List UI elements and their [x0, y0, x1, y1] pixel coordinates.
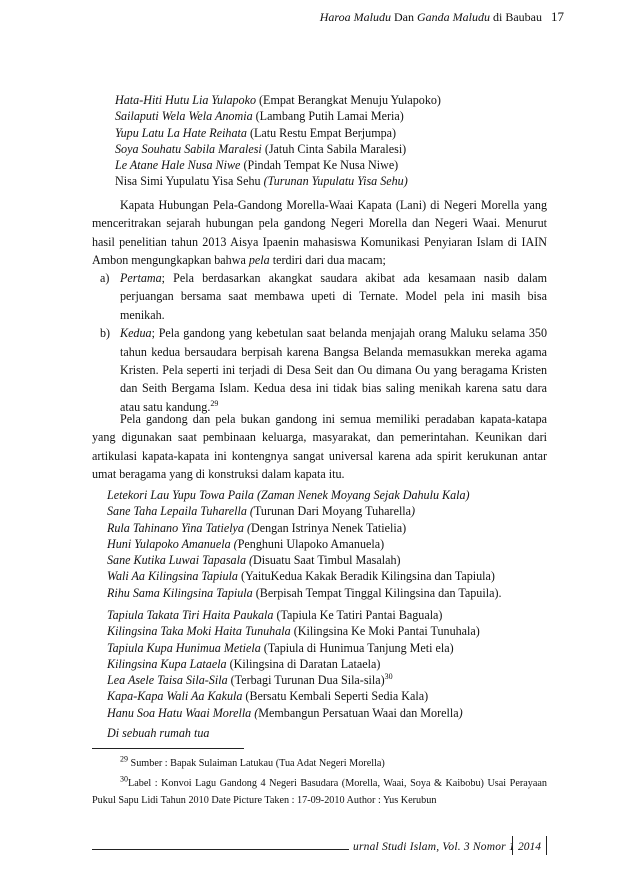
paragraph-kapata: Pela gandong dan pela bukan gandong ini semua memiliki peradaban kapata-katapa yang digunakan saat pembinaan keluarga, masyarakat, dan pemerintahan. Keunikan dari artikulasi kapata-kapata ini kontengnya sangat universal karena ada spirit kerukunan antar umat beragama yang di konstruksi dalam kapata itu. [92, 412, 547, 482]
verse-italic: Kilingsina Taka Moki Haita Tunuhala [107, 624, 291, 639]
verse-line [107, 536, 502, 552]
verse-line [107, 487, 502, 503]
footnote-divider [92, 748, 244, 749]
list-text: ; Pela berdasarkan akangkat saudara akibat ada kesamaan nasib dalam perjuangan bersama saat membawa upeti di Ternate. Model pela ini masih bisa menikah. [120, 271, 547, 322]
footnote-ref: 30 [384, 672, 393, 682]
verse-italic: Yupu Latu La Hate Reihata [115, 125, 247, 140]
list-italic-term: Kedua [120, 326, 152, 341]
verse-line [107, 607, 480, 623]
verse-italic: Le Atane Hale Nusa Niwe [115, 158, 241, 173]
verse-italic: ) [411, 504, 416, 519]
verse-line [107, 585, 502, 601]
running-header [320, 10, 542, 25]
footer-rule [92, 849, 349, 850]
list-item [92, 269, 547, 324]
verse-italic: Rula Tahinano Yina Tatielya ( [107, 520, 252, 535]
verse-line [115, 92, 441, 108]
verse-italic: Rihu Sama Kilingsina Tapiula [107, 585, 253, 600]
verse-line [107, 705, 480, 721]
verse-line [107, 568, 502, 584]
verse-italic: Sailaputi Wela Wela Anomia [115, 109, 253, 124]
verse-plain: (Tapiula di Hunimua Tanjung Meti ela) [260, 640, 454, 655]
page-number: 17 [551, 9, 564, 24]
verse-line [115, 141, 441, 157]
header-title-italic-2: Ganda Maludu [417, 10, 490, 24]
footnote-ref: 29 [210, 398, 219, 408]
verse-plain: (Kilingsina Ke Moki Pantai Tunuhala) [290, 624, 480, 639]
verse-italic: Hanu Soa Hatu Waai Morella ( [107, 705, 259, 720]
paragraph-text-end: terdiri dari dua macam; [269, 253, 386, 268]
footnote-29 [92, 756, 547, 773]
verse-italic: Soya Souhatu Sabila Maralesi [115, 141, 262, 156]
verse-italic: Kilingsina Kupa Lataela [107, 656, 227, 671]
verse-plain: Penghuni Ulapoko Amanuela) [237, 536, 385, 551]
verse-italic: Tapiula Kupa Hunimua Metiela [107, 640, 261, 655]
verse-plain: (Kilingsina di Daratan Lataela) [226, 656, 381, 671]
verse-plain: (Empat Berangkat Menuju Yulapoko) [256, 93, 441, 107]
verse-italic: Letekori Lau Yupu Towa Paila (Zaman Nenek Moyang Sejak Dahulu Kala) [107, 488, 470, 502]
verse-plain: (Bersatu Kembali Seperti Sedia Kala) [242, 689, 429, 704]
verse-plain: (Latu Restu Empat Berjumpa) [246, 125, 397, 140]
verse-italic: Hata-Hiti Hutu Lia Yulapoko [115, 93, 256, 107]
verse-plain: (YaituKedua Kakak Beradik Kilingsina dan Tapiula) [237, 569, 495, 584]
list-item [92, 324, 547, 416]
verse-block-4 [107, 725, 209, 741]
verse-plain: (Berpisah Tempat Tinggal Kilingsina dan Tapuila). [252, 585, 502, 600]
footer-journal: urnal Studi Islam, Vol. 3 Nomor 1 [353, 841, 515, 853]
list-marker: a) [100, 271, 110, 285]
verse-line [107, 656, 480, 672]
verse-line [107, 640, 480, 656]
footnote-text: Label : Konvoi Lagu Gandong 4 Negeri Basudara (Morella, Waai, Soya & Kaibobu) Usai Perayaan Pukul Sapu Lidi Tahun 2010 Date Picture Taken : 17-09-2010 Author : Yus Kerubun [92, 778, 547, 806]
verse-plain: (Tapiula Ke Tatiri Pantai Baguala) [273, 608, 443, 622]
footer-year: 2014 [518, 841, 541, 853]
verse-plain: Membangun Persatuan Waai dan Morella [258, 705, 459, 720]
footnote-30 [92, 776, 547, 809]
verse-line [107, 688, 480, 704]
verse-italic: Huni Yulapoko Amanuela ( [107, 536, 238, 551]
list-italic-term: Pertama [120, 271, 162, 285]
header-title-plain-1: Dan [391, 10, 417, 24]
verse-line [107, 520, 502, 536]
verse-line [115, 125, 441, 141]
verse-plain: Disuatu Saat Timbul Masalah) [253, 553, 401, 568]
verse-line [115, 108, 441, 124]
paragraph-text: Kapata Hubungan Pela-Gandong Morella-Waai Kapata (Lani) di Negeri Morella yang menceritrakan sejarah hubungan pela gandong Negeri Morella dan Negeri Waai. Menurut hasil penelitian tahun 2013 Aisya Ipaenin mahasiswa Komunikasi Penyiaran Islam di IAIN Ambon mengungkapkan bahwa [92, 198, 547, 268]
verse-line [115, 173, 441, 189]
verse-italic: Lea Asele Taisa Sila-Sila [107, 673, 228, 688]
footnote-text: Sumber : Bapak Sulaiman Latukau (Tua Adat Negeri Morella) [128, 758, 385, 769]
verse-plain: Dengan Istrinya Nenek Tatielia) [251, 520, 407, 535]
verse-line [115, 157, 441, 173]
header-title-italic-1: Haroa Maludu [319, 10, 391, 24]
verse-block-1 [115, 92, 441, 190]
verse-italic: Wali Aa Kilingsina Tapiula [107, 569, 238, 584]
footer-separator-end [546, 836, 547, 855]
verse-block-3 [107, 607, 480, 721]
verse-plain: Turunan Dari Moyang Tuharella [253, 504, 412, 519]
verse-line [107, 672, 480, 688]
verse-italic: (Turunan Yupulatu Yisa Sehu) [263, 174, 408, 189]
verse-line [107, 623, 480, 639]
list-marker: b) [100, 326, 111, 341]
footnote-number: 29 [120, 754, 128, 764]
footer-separator [512, 836, 513, 855]
verse-plain: (Terbagi Turunan Dua Sila-sila) [227, 673, 385, 688]
verse-plain: (Lambang Putih Lamai Meria) [252, 109, 404, 124]
verse-italic: Tapiula Takata Tiri Haita Paukala [107, 608, 274, 622]
verse-italic: Kapa-Kapa Wali Aa Kakula [107, 689, 243, 704]
verse-italic: Sane Taha Lepaila Tuharella ( [107, 504, 254, 519]
verse-plain: Nisa Simi Yupulatu Yisa Sehu [115, 174, 264, 189]
verse-line [107, 552, 502, 568]
paragraph-pela-types [92, 196, 547, 270]
header-title-plain-2: di Baubau [490, 10, 542, 24]
verse-italic: Sane Kutika Luwai Tapasala ( [107, 553, 254, 568]
verse-line: Di sebuah rumah tua [107, 726, 210, 740]
footnote-number: 30 [120, 774, 128, 784]
verse-italic: ) [458, 705, 463, 720]
verse-block-2 [107, 487, 502, 601]
verse-line [107, 503, 502, 519]
verse-plain: (Jatuh Cinta Sabila Maralesi) [261, 141, 407, 156]
verse-plain: (Pindah Tempat Ke Nusa Niwe) [240, 158, 399, 173]
pela-types-list [92, 269, 547, 416]
list-text: ; Pela gandong yang kebetulan saat belanda menjajah orang Maluku selama 350 tahun kedua bersaudara berpisah karena Bangsa Belanda memasukkan mereka agama Kristen. Pela seperti ini terjadi di Desa Seit dan Ou dimana Ou yang beragama Kristen dan Seith Bergama Islam. Kedua desa ini tidak bias saling menikah karena satu dara atau satu kandung. [120, 326, 547, 414]
paragraph-italic-term: pela [248, 253, 270, 268]
